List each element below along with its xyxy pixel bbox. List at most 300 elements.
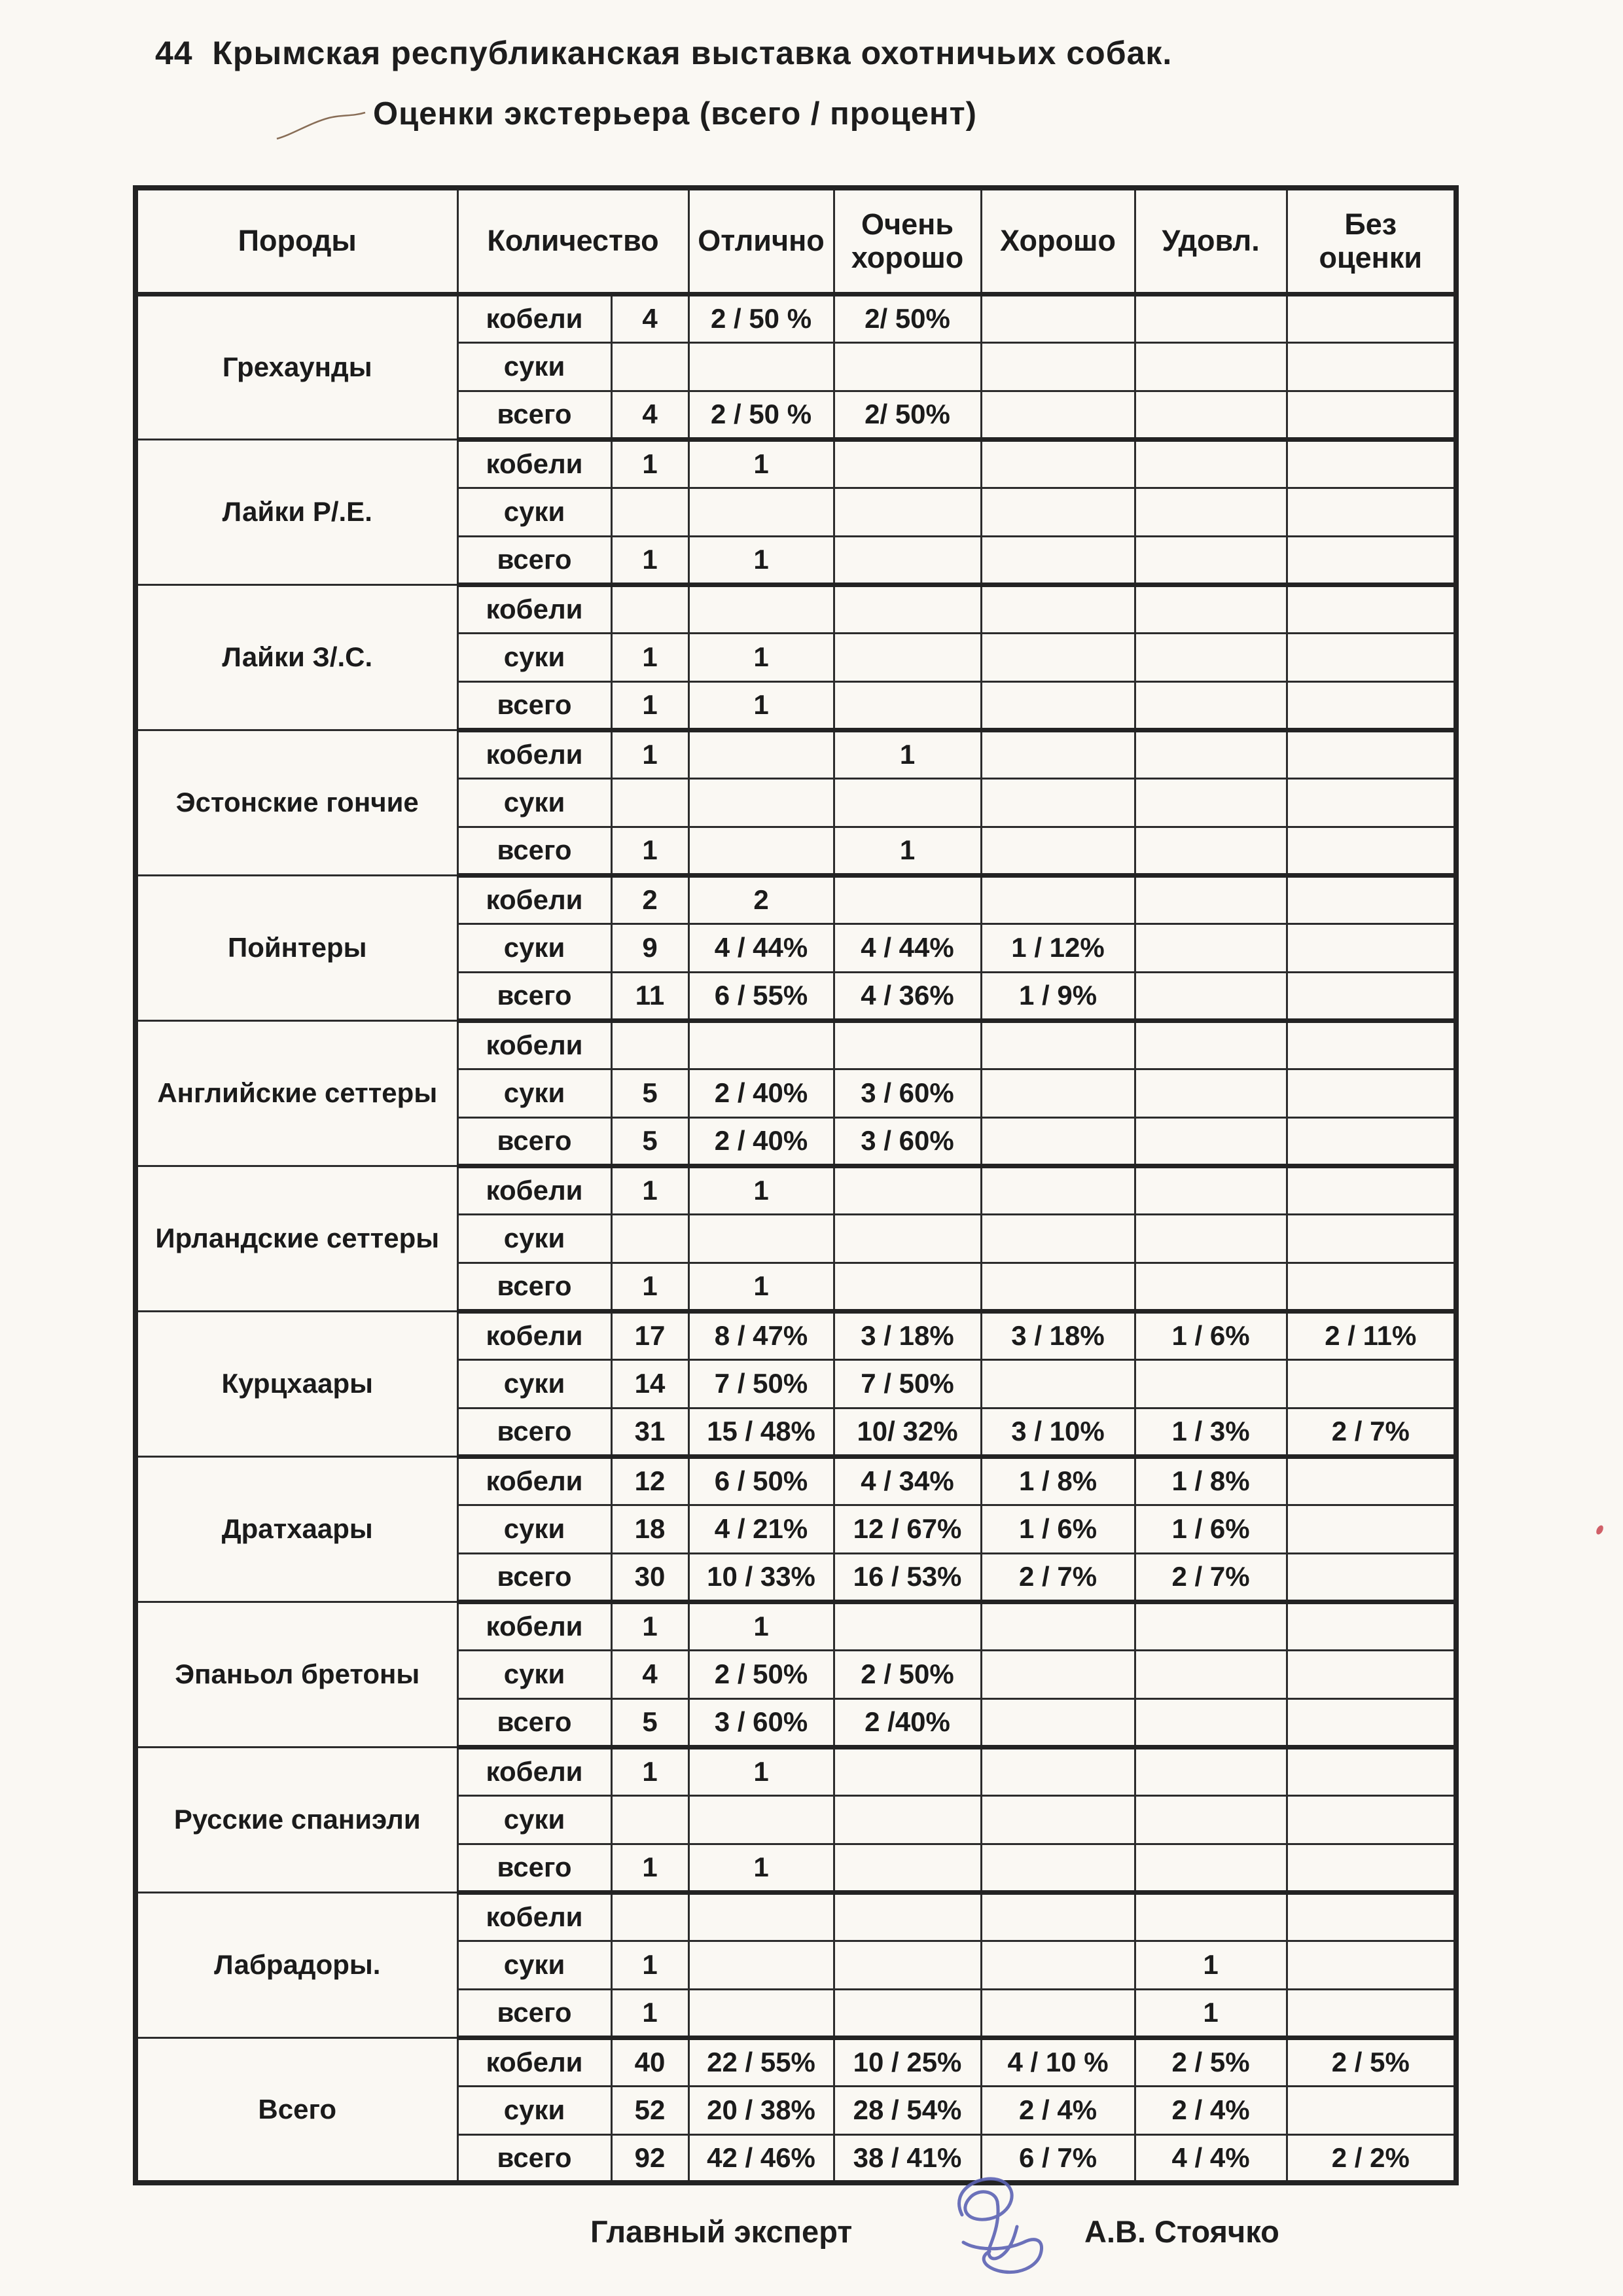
page-title: 44 Крымская республиканская выставка охотничьих собак.: [155, 35, 1173, 71]
rating-cell: 6 / 50%: [688, 1456, 834, 1505]
count-cell: 1: [611, 827, 688, 875]
sex-label: всего: [457, 1844, 611, 1892]
sex-label: кобели: [457, 1892, 611, 1941]
rating-cell: 7 / 50%: [834, 1359, 981, 1408]
rating-cell: [1287, 1069, 1456, 1117]
rating-cell: [1287, 827, 1456, 875]
rating-cell: 1: [834, 730, 981, 778]
sex-label: суки: [457, 1359, 611, 1408]
rating-cell: [834, 1602, 981, 1650]
rating-cell: [981, 488, 1135, 536]
count-cell: 30: [611, 1553, 688, 1602]
table-row: [135, 1166, 1456, 1214]
rating-cell: 1: [688, 1747, 834, 1795]
count-cell: 5: [611, 1069, 688, 1117]
rating-cell: [981, 730, 1135, 778]
breed-name: Лайки Р/.Е.: [135, 439, 457, 584]
sex-label: всего: [457, 1698, 611, 1747]
rating-cell: [1135, 1359, 1287, 1408]
rating-cell: [834, 1166, 981, 1214]
rating-cell: 2 / 2%: [1287, 2134, 1456, 2183]
rating-cell: 28 / 54%: [834, 2086, 981, 2134]
rating-cell: [1135, 488, 1287, 536]
rating-cell: [1287, 730, 1456, 778]
rating-cell: [688, 827, 834, 875]
rating-cell: 2 / 11%: [1287, 1311, 1456, 1359]
rating-cell: 7 / 50%: [688, 1359, 834, 1408]
rating-cell: [834, 875, 981, 924]
rating-cell: [1135, 778, 1287, 827]
rating-cell: 1 / 8%: [981, 1456, 1135, 1505]
count-cell: 18: [611, 1505, 688, 1553]
count-cell: 1: [611, 681, 688, 730]
rating-cell: 2 / 40%: [688, 1117, 834, 1166]
sex-label: кобели: [457, 439, 611, 488]
rating-cell: [1287, 1795, 1456, 1844]
rating-cell: 10 / 33%: [688, 1553, 834, 1602]
sex-label: суки: [457, 924, 611, 972]
rating-cell: [981, 1844, 1135, 1892]
rating-cell: 6 / 55%: [688, 972, 834, 1020]
rating-cell: 1: [688, 1602, 834, 1650]
rating-cell: [1287, 875, 1456, 924]
rating-cell: [1287, 1941, 1456, 1989]
col-header-very-good: Очень хорошо: [834, 188, 981, 294]
rating-cell: [1287, 924, 1456, 972]
count-cell: [611, 1214, 688, 1263]
rating-cell: [1287, 294, 1456, 342]
rating-cell: [834, 1020, 981, 1069]
sex-label: кобели: [457, 1020, 611, 1069]
rating-cell: 2 / 7%: [1135, 1553, 1287, 1602]
rating-cell: 22 / 55%: [688, 2037, 834, 2086]
rating-cell: [1287, 439, 1456, 488]
count-cell: 4: [611, 294, 688, 342]
rating-cell: [688, 1214, 834, 1263]
table-row: [135, 1020, 1456, 1069]
count-cell: 1: [611, 1844, 688, 1892]
rating-cell: [688, 1020, 834, 1069]
count-cell: 4: [611, 391, 688, 439]
rating-cell: [1135, 1698, 1287, 1747]
rating-cell: 4 / 36%: [834, 972, 981, 1020]
rating-cell: [981, 1117, 1135, 1166]
col-header-satisfactory: Удовл.: [1135, 188, 1287, 294]
expert-name: А.В. Стоячко: [1084, 2214, 1279, 2249]
rating-cell: [688, 1941, 834, 1989]
table-row: [135, 1892, 1456, 1941]
table-row: [135, 294, 1456, 342]
sex-label: кобели: [457, 294, 611, 342]
rating-cell: [1287, 2086, 1456, 2134]
rating-cell: [981, 1747, 1135, 1795]
rating-cell: [834, 536, 981, 584]
rating-cell: [981, 584, 1135, 633]
rating-cell: [1287, 972, 1456, 1020]
count-cell: [611, 778, 688, 827]
sex-label: кобели: [457, 1311, 611, 1359]
count-cell: 1: [611, 730, 688, 778]
rating-cell: 4 / 44%: [688, 924, 834, 972]
rating-cell: [1135, 633, 1287, 681]
rating-cell: [1135, 972, 1287, 1020]
rating-cell: [688, 1795, 834, 1844]
count-cell: [611, 1020, 688, 1069]
expert-label: Главный эксперт: [590, 2214, 853, 2249]
rating-cell: [834, 1989, 981, 2037]
sex-label: суки: [457, 1795, 611, 1844]
header-row: [135, 188, 1456, 294]
rating-cell: 1: [834, 827, 981, 875]
breed-name: Дратхаары: [135, 1456, 457, 1602]
rating-cell: [1135, 439, 1287, 488]
rating-cell: 2 / 40%: [688, 1069, 834, 1117]
rating-cell: [834, 1795, 981, 1844]
count-cell: 5: [611, 1698, 688, 1747]
rating-cell: [834, 1844, 981, 1892]
rating-cell: [1135, 391, 1287, 439]
sex-label: всего: [457, 536, 611, 584]
count-cell: 1: [611, 536, 688, 584]
rating-cell: [1287, 1553, 1456, 1602]
rating-cell: [1287, 1117, 1456, 1166]
rating-cell: [1287, 1505, 1456, 1553]
rating-cell: 1 / 8%: [1135, 1456, 1287, 1505]
rating-cell: [1135, 827, 1287, 875]
rating-cell: [1287, 1456, 1456, 1505]
rating-cell: [834, 681, 981, 730]
rating-cell: 1: [688, 439, 834, 488]
rating-cell: [981, 1020, 1135, 1069]
rating-cell: 3 / 10%: [981, 1408, 1135, 1456]
sex-label: кобели: [457, 730, 611, 778]
rating-cell: [1135, 1602, 1287, 1650]
rating-cell: [1287, 1214, 1456, 1263]
rating-cell: 1: [688, 1166, 834, 1214]
rating-cell: [1287, 1602, 1456, 1650]
rating-cell: [1287, 1747, 1456, 1795]
table-row: [135, 439, 1456, 488]
rating-cell: 2 / 5%: [1135, 2037, 1287, 2086]
rating-cell: [981, 1166, 1135, 1214]
rating-cell: [981, 1941, 1135, 1989]
rating-cell: 2 / 4%: [981, 2086, 1135, 2134]
rating-cell: 2 / 50 %: [688, 391, 834, 439]
count-cell: 52: [611, 2086, 688, 2134]
sex-label: всего: [457, 1553, 611, 1602]
sex-label: кобели: [457, 1166, 611, 1214]
rating-cell: [688, 584, 834, 633]
rating-cell: [834, 1263, 981, 1311]
rating-cell: [981, 536, 1135, 584]
rating-cell: 4 / 10 %: [981, 2037, 1135, 2086]
rating-cell: 4 / 4%: [1135, 2134, 1287, 2183]
count-cell: 1: [611, 1602, 688, 1650]
count-cell: 1: [611, 1941, 688, 1989]
rating-cell: [1287, 1892, 1456, 1941]
rating-cell: [1287, 778, 1456, 827]
rating-cell: [1287, 342, 1456, 391]
rating-cell: [981, 294, 1135, 342]
count-cell: [611, 584, 688, 633]
rating-cell: 2 / 50%: [688, 1650, 834, 1698]
table-row: [135, 584, 1456, 633]
rating-cell: 12 / 67%: [834, 1505, 981, 1553]
rating-cell: [834, 778, 981, 827]
breed-name: Пойнтеры: [135, 875, 457, 1020]
rating-cell: [1287, 1989, 1456, 2037]
rating-cell: 1 / 6%: [981, 1505, 1135, 1553]
rating-cell: [1135, 1844, 1287, 1892]
table-row: [135, 2037, 1456, 2086]
count-cell: 2: [611, 875, 688, 924]
rating-cell: [1287, 584, 1456, 633]
rating-cell: [1135, 730, 1287, 778]
exterior-ratings-table: [133, 185, 1459, 2185]
scan-artifact: [1595, 1524, 1605, 1535]
col-header-breed: Породы: [135, 188, 457, 294]
rating-cell: [1287, 681, 1456, 730]
rating-cell: 16 / 53%: [834, 1553, 981, 1602]
sex-label: всего: [457, 1263, 611, 1311]
rating-cell: 42 / 46%: [688, 2134, 834, 2183]
rating-cell: 1 / 3%: [1135, 1408, 1287, 1456]
sex-label: кобели: [457, 875, 611, 924]
breed-name: Ирландские сеттеры: [135, 1166, 457, 1311]
breed-name: Русские спаниэли: [135, 1747, 457, 1892]
rating-cell: [834, 633, 981, 681]
rating-cell: 4 / 44%: [834, 924, 981, 972]
rating-cell: 20 / 38%: [688, 2086, 834, 2134]
breed-name: Всего: [135, 2037, 457, 2183]
rating-cell: [1135, 536, 1287, 584]
count-cell: [611, 488, 688, 536]
rating-cell: [1135, 1892, 1287, 1941]
sex-label: суки: [457, 1069, 611, 1117]
count-cell: 1: [611, 633, 688, 681]
breed-name: Курцхаары: [135, 1311, 457, 1456]
count-cell: 14: [611, 1359, 688, 1408]
expert-signature: [885, 2164, 1068, 2288]
rating-cell: [834, 1747, 981, 1795]
rating-cell: [1287, 1166, 1456, 1214]
rating-cell: [981, 1698, 1135, 1747]
rating-cell: [981, 1359, 1135, 1408]
rating-cell: [1135, 1795, 1287, 1844]
rating-cell: 1: [1135, 1941, 1287, 1989]
sex-label: суки: [457, 1214, 611, 1263]
rating-cell: 3 / 60%: [688, 1698, 834, 1747]
sex-label: всего: [457, 681, 611, 730]
rating-cell: 2 / 50%: [834, 1650, 981, 1698]
sex-label: кобели: [457, 1456, 611, 1505]
sex-label: суки: [457, 1505, 611, 1553]
rating-cell: [981, 1989, 1135, 2037]
breed-name: Английские сеттеры: [135, 1020, 457, 1166]
sex-label: суки: [457, 1650, 611, 1698]
count-cell: 92: [611, 2134, 688, 2183]
sex-label: суки: [457, 633, 611, 681]
rating-cell: [1287, 1020, 1456, 1069]
rating-cell: [834, 342, 981, 391]
rating-cell: 1: [688, 536, 834, 584]
rating-cell: [1135, 342, 1287, 391]
rating-cell: [688, 1989, 834, 2037]
rating-cell: [688, 1892, 834, 1941]
rating-cell: [1135, 681, 1287, 730]
count-cell: 9: [611, 924, 688, 972]
sex-label: суки: [457, 2086, 611, 2134]
rating-cell: 2 / 7%: [981, 1553, 1135, 1602]
rating-cell: 8 / 47%: [688, 1311, 834, 1359]
sex-label: всего: [457, 1408, 611, 1456]
rating-cell: 1 / 9%: [981, 972, 1135, 1020]
sex-label: кобели: [457, 1747, 611, 1795]
rating-cell: [1287, 1263, 1456, 1311]
rating-cell: [981, 875, 1135, 924]
rating-cell: [1287, 1698, 1456, 1747]
rating-cell: [981, 342, 1135, 391]
rating-cell: 1: [1135, 1989, 1287, 2037]
rating-cell: 2 / 7%: [1287, 1408, 1456, 1456]
table-row: [135, 730, 1456, 778]
sex-label: всего: [457, 1989, 611, 2037]
count-cell: 1: [611, 1747, 688, 1795]
rating-cell: 38 / 41%: [834, 2134, 981, 2183]
count-cell: 11: [611, 972, 688, 1020]
count-cell: 5: [611, 1117, 688, 1166]
rating-cell: 2 /40%: [834, 1698, 981, 1747]
rating-cell: [981, 1795, 1135, 1844]
rating-cell: [981, 1650, 1135, 1698]
rating-cell: [981, 633, 1135, 681]
breed-name: Лайки З/.С.: [135, 584, 457, 730]
rating-cell: [1135, 584, 1287, 633]
sex-label: всего: [457, 1117, 611, 1166]
rating-cell: [1135, 1069, 1287, 1117]
rating-cell: [1135, 1020, 1287, 1069]
rating-cell: [981, 778, 1135, 827]
rating-cell: 1: [688, 1263, 834, 1311]
rating-cell: [1135, 1650, 1287, 1698]
count-cell: [611, 1892, 688, 1941]
rating-cell: 2/ 50%: [834, 294, 981, 342]
rating-cell: 2: [688, 875, 834, 924]
sex-label: суки: [457, 488, 611, 536]
rating-cell: [981, 1892, 1135, 1941]
sex-label: всего: [457, 972, 611, 1020]
rating-cell: [834, 1941, 981, 1989]
table-row: [135, 1311, 1456, 1359]
rating-cell: [1287, 1844, 1456, 1892]
col-header-no-rating: Без оценки: [1287, 188, 1456, 294]
rating-cell: [834, 1892, 981, 1941]
rating-cell: 3 / 18%: [834, 1311, 981, 1359]
breed-name: Эпаньол бретоны: [135, 1602, 457, 1747]
sex-label: суки: [457, 342, 611, 391]
rating-cell: [1135, 1214, 1287, 1263]
sex-label: суки: [457, 1941, 611, 1989]
rating-cell: [1287, 633, 1456, 681]
rating-cell: 1 / 6%: [1135, 1505, 1287, 1553]
rating-cell: [981, 391, 1135, 439]
rating-cell: 2 / 4%: [1135, 2086, 1287, 2134]
rating-cell: 4 / 34%: [834, 1456, 981, 1505]
rating-cell: 1: [688, 633, 834, 681]
rating-cell: 2 / 50 %: [688, 294, 834, 342]
rating-cell: 1: [688, 1844, 834, 1892]
rating-cell: 2/ 50%: [834, 391, 981, 439]
rating-cell: [688, 488, 834, 536]
sex-label: кобели: [457, 584, 611, 633]
rating-cell: 3 / 60%: [834, 1117, 981, 1166]
rating-cell: [1287, 536, 1456, 584]
rating-cell: [688, 778, 834, 827]
rating-cell: 15 / 48%: [688, 1408, 834, 1456]
count-cell: 40: [611, 2037, 688, 2086]
col-header-good: Хорошо: [981, 188, 1135, 294]
rating-cell: [981, 439, 1135, 488]
rating-cell: [1135, 924, 1287, 972]
rating-cell: [834, 584, 981, 633]
rating-cell: [834, 1214, 981, 1263]
rating-cell: [834, 439, 981, 488]
sex-label: всего: [457, 2134, 611, 2183]
rating-cell: [981, 1069, 1135, 1117]
breed-name: Эстонские гончие: [135, 730, 457, 875]
sex-label: всего: [457, 391, 611, 439]
rating-cell: 1 / 6%: [1135, 1311, 1287, 1359]
table-row: [135, 1747, 1456, 1795]
table-row: [135, 1456, 1456, 1505]
count-cell: 1: [611, 1989, 688, 2037]
rating-cell: [1135, 1117, 1287, 1166]
rating-cell: [1135, 1263, 1287, 1311]
sex-label: кобели: [457, 1602, 611, 1650]
sex-label: суки: [457, 778, 611, 827]
rating-cell: [834, 488, 981, 536]
rating-cell: 2 / 5%: [1287, 2037, 1456, 2086]
rating-cell: [981, 1602, 1135, 1650]
rating-cell: [688, 730, 834, 778]
rating-cell: 3 / 18%: [981, 1311, 1135, 1359]
count-cell: 1: [611, 439, 688, 488]
sex-label: всего: [457, 827, 611, 875]
rating-cell: [981, 681, 1135, 730]
rating-cell: [1287, 1650, 1456, 1698]
count-cell: 1: [611, 1263, 688, 1311]
footer: [0, 2204, 1623, 2296]
count-cell: [611, 1795, 688, 1844]
rating-cell: 10 / 25%: [834, 2037, 981, 2086]
count-cell: 4: [611, 1650, 688, 1698]
count-cell: 12: [611, 1456, 688, 1505]
rating-cell: [1135, 294, 1287, 342]
rating-cell: [1135, 1747, 1287, 1795]
page-subtitle: Оценки экстерьера (всего / процент): [373, 96, 977, 132]
rating-cell: 1 / 12%: [981, 924, 1135, 972]
count-cell: 17: [611, 1311, 688, 1359]
rating-cell: 10/ 32%: [834, 1408, 981, 1456]
rating-cell: [981, 1214, 1135, 1263]
rating-cell: [1287, 391, 1456, 439]
count-cell: 31: [611, 1408, 688, 1456]
table-row: [135, 1602, 1456, 1650]
rating-cell: [981, 827, 1135, 875]
rating-cell: 6 / 7%: [981, 2134, 1135, 2183]
count-cell: 1: [611, 1166, 688, 1214]
col-header-excellent: Отлично: [688, 188, 834, 294]
